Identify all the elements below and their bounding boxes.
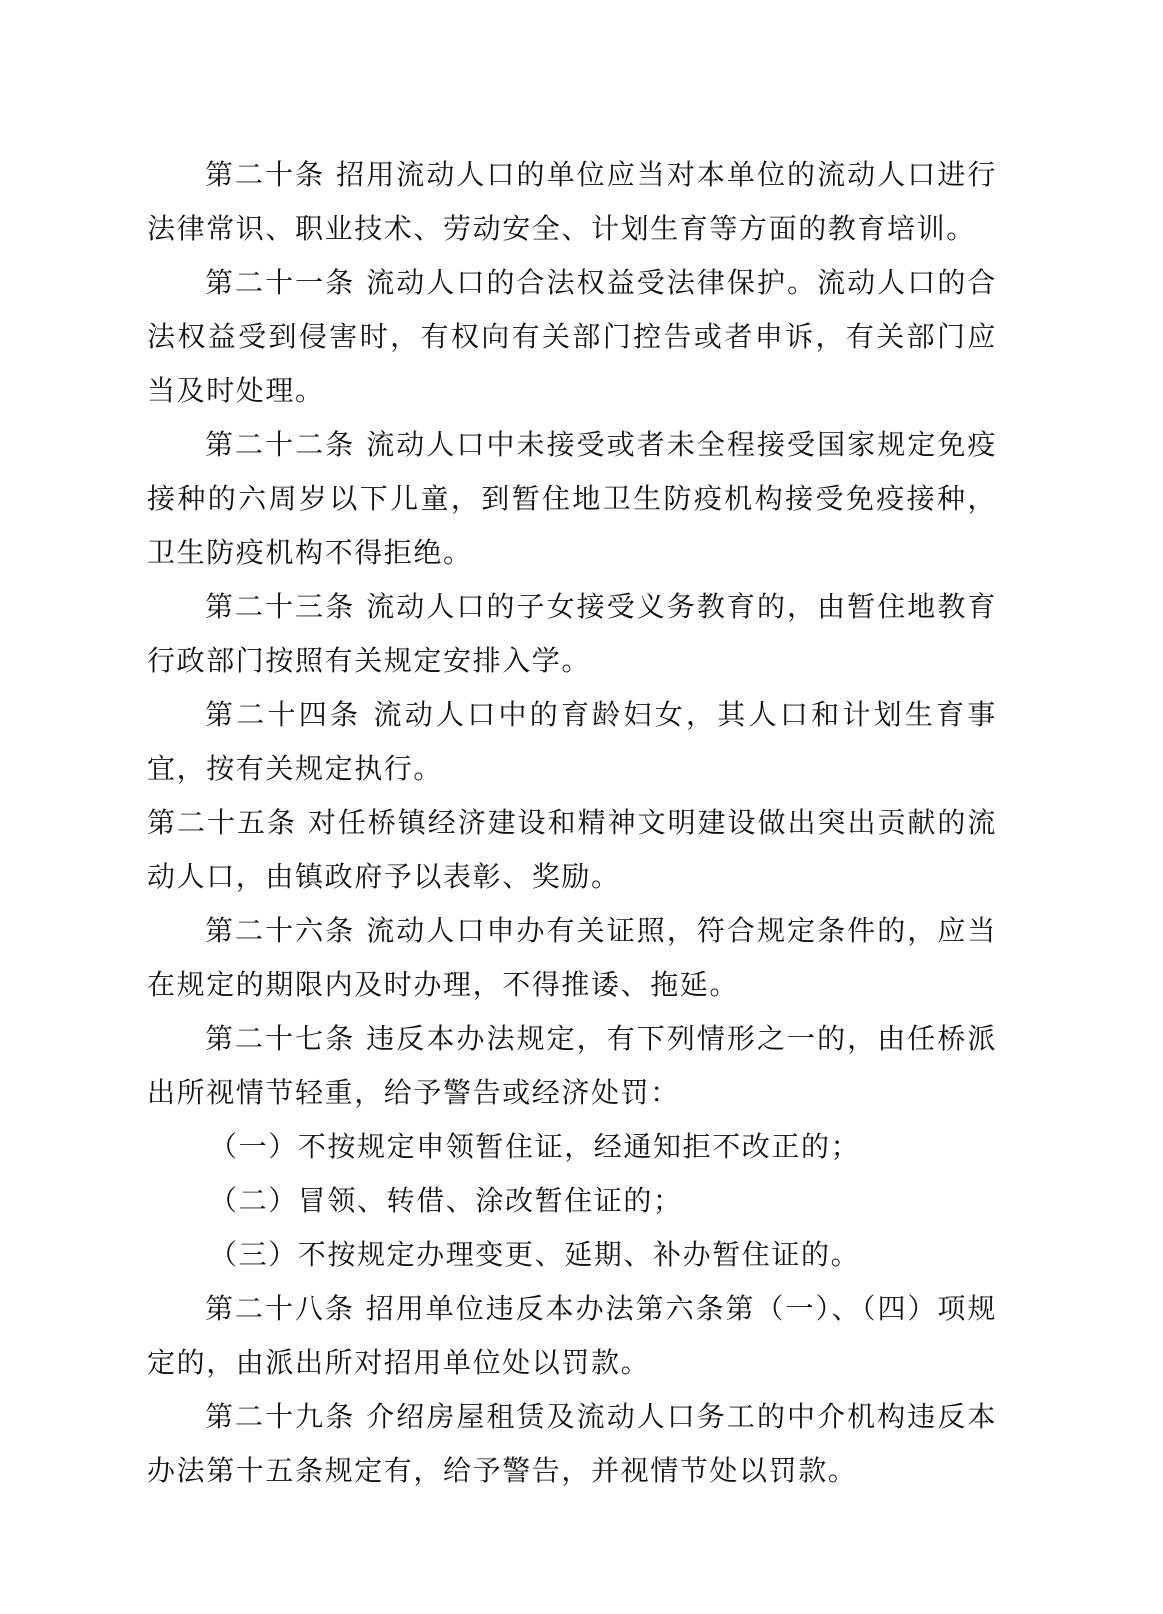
article-23: 第二十三条 流动人口的子女接受义务教育的，由暂住地教育行政部门按照有关规定安排入学。 xyxy=(147,590,997,677)
document-body xyxy=(147,148,997,1498)
article-25: 第二十五条 对任桥镇经济建设和精神文明建设做出突出贡献的流动人口，由镇政府予以表彰、奖励。 xyxy=(147,806,997,893)
article-21: 第二十一条 流动人口的合法权益受法律保护。流动人口的合法权益受到侵害时，有权向有关部门控告或者申诉，有关部门应当及时处理。 xyxy=(147,266,997,407)
article-26: 第二十六条 流动人口申办有关证照，符合规定条件的，应当在规定的期限内及时办理，不得推诿、拖延。 xyxy=(147,914,997,1001)
article-24: 第二十四条 流动人口中的育龄妇女，其人口和计划生育事宜，按有关规定执行。 xyxy=(147,698,997,785)
article-22: 第二十二条 流动人口中未接受或者未全程接受国家规定免疫接种的六周岁以下儿童，到暂住地卫生防疫机构接受免疫接种，卫生防疫机构不得拒绝。 xyxy=(147,428,997,569)
article-27-item-1: （一）不按规定申领暂住证，经通知拒不改正的； xyxy=(209,1130,861,1163)
article-28: 第二十八条 招用单位违反本办法第六条第（一）、（四）项规定的，由派出所对招用单位处以罚款。 xyxy=(147,1292,997,1379)
article-27-item-3: （三）不按规定办理变更、延期、补办暂住证的。 xyxy=(209,1238,861,1271)
article-29: 第二十九条 介绍房屋租赁及流动人口务工的中介机构违反本办法第十五条规定有，给予警告，并视情节处以罚款。 xyxy=(147,1400,997,1487)
article-27-item-2: （二）冒领、转借、涂改暂住证的； xyxy=(209,1184,683,1217)
article-27: 第二十七条 违反本办法规定，有下列情形之一的，由任桥派出所视情节轻重，给予警告或经济处罚： xyxy=(147,1022,997,1109)
article-20: 第二十条 招用流动人口的单位应当对本单位的流动人口进行法律常识、职业技术、劳动安全、计划生育等方面的教育培训。 xyxy=(147,158,997,245)
